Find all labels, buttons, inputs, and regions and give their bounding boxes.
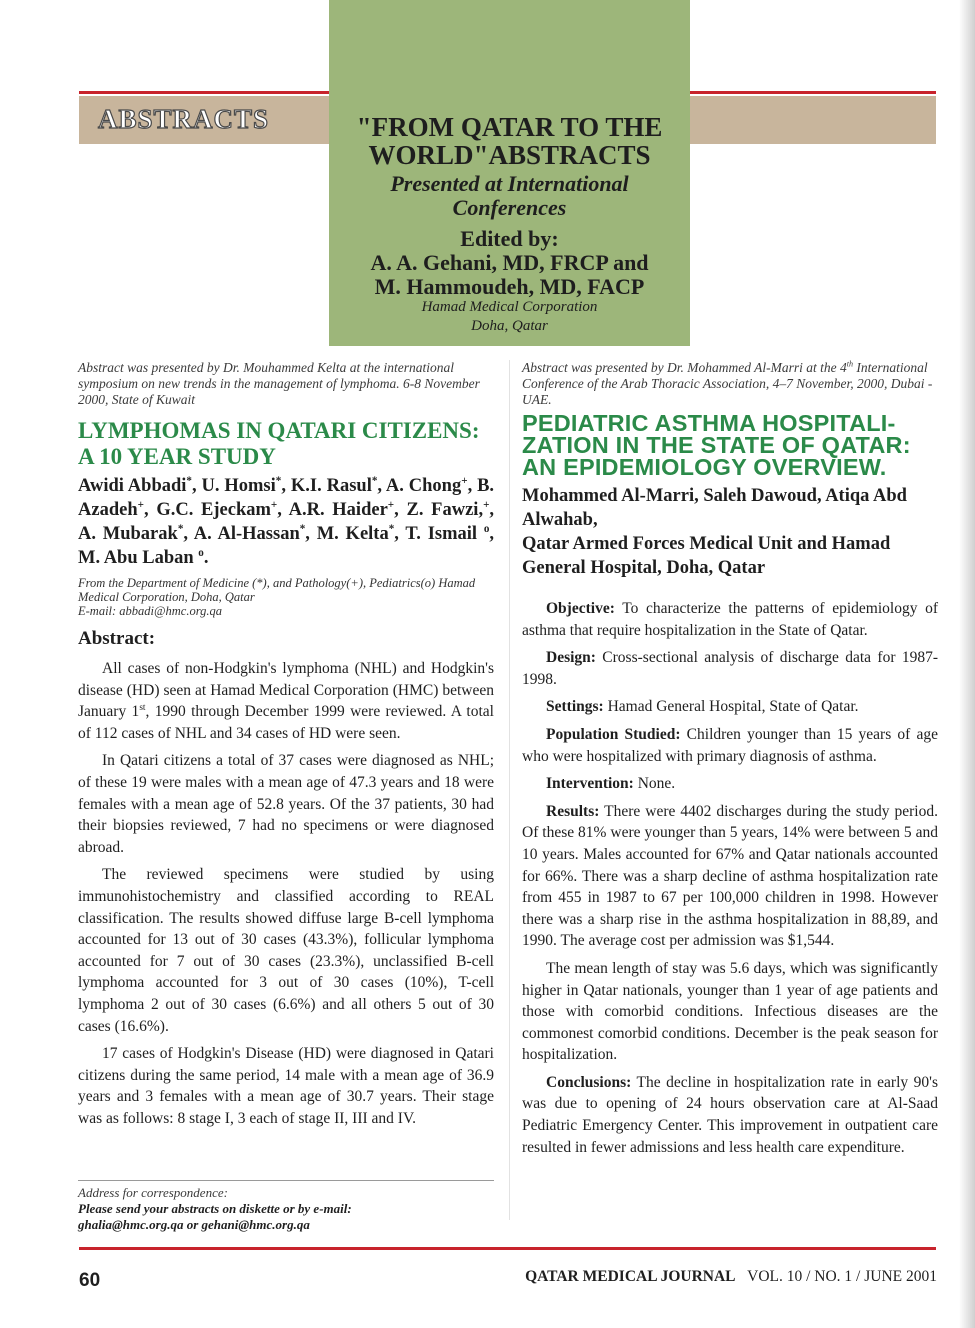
settings-paragraph <box>522 696 938 718</box>
right-pres-sup: th <box>846 359 854 369</box>
author-name: M. Kelta <box>316 524 389 544</box>
author-name: A. Chong <box>385 476 462 496</box>
author-separator: , <box>305 524 317 544</box>
author-name: Awidi Abbadi <box>78 476 187 496</box>
feature-title-line2: WORLD"ABSTRACTS <box>368 140 651 170</box>
author-mark: + <box>387 498 395 511</box>
author-name: T. Ismail <box>405 524 484 544</box>
author-mark: o <box>198 546 204 559</box>
left-paragraph-1 <box>78 658 494 744</box>
author-mark: * <box>371 474 378 487</box>
design-text: Cross-sectional analysis of discharge data for 1987-1998. <box>522 649 938 688</box>
feature-subtitle-line1: Presented at International <box>390 171 629 196</box>
population-label: Population Studied: <box>546 725 681 743</box>
correspondence-line1: Please send your abstracts on diskette or by e-mail: <box>78 1201 352 1216</box>
column-divider <box>509 360 510 1220</box>
author-separator: , <box>489 500 495 520</box>
journal-issue: VOL. 10 / NO. 1 / JUNE 2001 <box>747 1268 937 1285</box>
author-separator: , <box>281 476 291 496</box>
settings-label: Settings: <box>546 698 604 716</box>
population-paragraph <box>522 724 938 767</box>
author-mark: + <box>270 498 278 511</box>
page-number: 60 <box>79 1270 101 1291</box>
left-p1-a: All cases of non-Hodgkin's lymphoma (NHL) and Hodgkin's disease (HD) seen at Hamad Medical Corporation (HMC) between January 1 <box>78 660 494 721</box>
right-pres-a: Abstract was presented by Dr. Mohammed Al-Marri at the 4 <box>522 360 847 375</box>
author-name: K.I. Rasul <box>290 476 372 496</box>
author-mark: * <box>177 522 184 535</box>
objective-paragraph <box>522 598 938 641</box>
journal-footer <box>525 1268 937 1286</box>
author-name: G.C. Ejeckam <box>156 500 271 520</box>
results-paragraph-2: The mean length of stay was 5.6 days, which was significantly higher in Qatar nationals, younger than 1 year of age patients and those with comorbid conditions. Infectious diseases are the commonest comorbid conditions. December is the peak season for hospitalization. <box>522 959 938 1064</box>
editor-2: M. Hammoudeh, MD, FACP <box>374 274 645 299</box>
author-separator: , <box>489 524 495 544</box>
abstract-heading: Abstract: <box>78 628 156 649</box>
author-mark: + <box>137 498 144 511</box>
feature-title <box>329 113 690 169</box>
population-text: Children younger than 15 years of age who were hospitalized with primary diagnosis of asthma. <box>522 725 938 765</box>
feature-title-line1: "FROM QATAR TO THE <box>356 112 663 142</box>
conclusions-label: Conclusions: <box>546 1073 632 1091</box>
editor-1: A. A. Gehani, MD, FRCP and <box>370 250 649 275</box>
correspondence-rule <box>78 1180 494 1181</box>
author-mark: * <box>299 522 306 535</box>
footer-red-rule <box>79 1247 936 1250</box>
feature-subtitle <box>329 172 690 220</box>
left-article <box>78 360 494 1135</box>
conclusions-paragraph <box>522 1072 938 1158</box>
right-article <box>522 360 938 1164</box>
intervention-text: None. <box>633 775 676 793</box>
left-p1-b: , 1990 through December 1999 were reviewed. A total of 112 cases of NHL and 34 cases of HD were seen. <box>78 703 494 742</box>
left-presented-note: Abstract was presented by Dr. Mouhammed Kelta at the international symposium on new trends in the management of lymphoma. 6-8 November 2000, State of Kuwait <box>78 360 480 407</box>
author-mark: + <box>461 474 468 487</box>
author-name: A.R. Haider <box>288 500 388 520</box>
author-mark: * <box>186 474 192 487</box>
left-paragraph-4: 17 cases of Hodgkin's Disease (HD) were diagnosed in Qatari citizens during the same period, 14 male with a mean age of 36.9 years and 3 females with a mean age of 30.7 years. Their stage was as follows: 8 stage I, 3 each of stage II, III and IV. <box>78 1045 494 1127</box>
objective-text: To characterize the patterns of epidemiology of asthma that require hospitalization in the State of Qatar. <box>522 600 938 639</box>
author-mark: + <box>483 498 490 511</box>
left-article-title: LYMPHOMAS IN QATARI CITIZENS: A 10 YEAR STUDY <box>78 418 480 469</box>
left-authors <box>78 474 494 570</box>
author-separator: , <box>191 476 202 496</box>
header-band-right <box>690 96 936 144</box>
author-separator: , <box>277 500 289 520</box>
page-edge-shadow <box>959 0 975 1328</box>
title-box <box>329 0 690 346</box>
author-name: M. Abu Laban <box>78 548 199 568</box>
intervention-paragraph <box>522 773 938 795</box>
design-paragraph <box>522 647 938 690</box>
left-p1-sup: st <box>139 703 146 714</box>
edited-by-label: Edited by: <box>460 226 559 251</box>
author-name: A. Mubarak <box>78 524 178 544</box>
header-red-rule-left <box>79 91 329 94</box>
left-paragraph-3: The reviewed specimens were studied by using immunohistochemistry and classified according to REAL classification. The results showed diffuse large B-cell lymphoma accounted for 13 out of 30 cases (43.3%), follicular lymphoma accounted for 7 out of 30 cases (23.3%), unclassified B-cell lymphoma accounted for 3 out of 30 cases (10%), T-cell lymphoma 2 out of 30 cases (6.6%) and all others 5 out of 30 cases (16.6%). <box>78 866 494 1035</box>
author-separator: , <box>394 500 407 520</box>
settings-text: Hamad General Hospital, State of Qatar. <box>603 698 859 716</box>
author-separator: , <box>467 476 478 496</box>
correspondence-block <box>78 1185 494 1233</box>
results-label: Results: <box>546 802 600 820</box>
correspondence-label: Address for correspondence: <box>78 1185 228 1200</box>
org-line1: Hamad Medical Corporation <box>421 299 598 315</box>
intervention-label: Intervention: <box>546 775 634 793</box>
feature-subtitle-line2: Conferences <box>452 195 567 220</box>
author-separator: , <box>394 524 406 544</box>
conclusions-text: The decline in hospitalization rate in early 90's was due to opening of 24 hours observation care at Al-Saad Pediatric Emergency Center. This improvement in outpatient care resulted in fewer admissions and less health care expenditure. <box>522 1073 938 1156</box>
author-mark: * <box>275 474 282 487</box>
author-mark: o <box>483 522 490 535</box>
right-article-title: PEDIATRIC ASTHMA HOSPITALI-ZATION IN THE STATE OF QATAR: AN EPIDEMIOLOGY OVERVIEW. <box>522 410 911 480</box>
right-authors: Mohammed Al-Marri, Saleh Dawoud, Atiqa Abd Alwahab, <box>522 486 907 530</box>
editor-organization <box>329 298 690 336</box>
org-line2: Doha, Qatar <box>471 318 548 334</box>
journal-name: QATAR MEDICAL JOURNAL <box>525 1268 736 1285</box>
author-name: A. Al-Hassan <box>193 524 300 544</box>
right-presented-note <box>522 360 938 408</box>
section-label: ABSTRACTS <box>98 104 270 134</box>
results-text: There were 4402 discharges during the study period. Of these 81% were younger than 5 years, 14% were between 5 and 10 years. Males accounted for 67% and Qatar nationals accounted for 66%. There was a sharp decline of asthma hospitalization rate from 455 in 1987 to 67 per 100,000 children in 1998. However there was a sharp rise in the asthma hospitalization in 88,89, and 1990. The average cost per admission was $1,544. <box>522 802 938 950</box>
design-label: Design: <box>546 649 596 667</box>
author-name: B. Azadeh <box>78 476 495 520</box>
author-name: Z. Fawzi, <box>406 500 484 520</box>
author-separator: , <box>377 476 386 496</box>
left-paragraph-2: In Qatari citizens a total of 37 cases were diagnosed as NHL; of these 19 were males with a mean age of 47.3 years and 18 were females with a mean age of 52.8 years. Of the 37 patients, 30 had their biopsies reviewed, 7 had no specimens or were diagnosed abroad. <box>78 752 494 856</box>
left-affiliation-text: From the Department of Medicine (*), and Pathology(+), Pediatrics(o) Hamad Medical Corporation, Doha, Qatar <box>78 576 476 604</box>
header-red-rule-right <box>690 91 936 94</box>
results-paragraph <box>522 801 938 952</box>
left-email[interactable]: E-mail: abbadi@hmc.org.qa <box>78 604 223 618</box>
right-institution: Qatar Armed Forces Medical Unit and Hamad General Hospital, Doha, Qatar <box>522 534 891 578</box>
right-pres-b: International Conference of the Arab Thoracic Association, 4–7 November, 2000, Dubai - UAE. <box>522 360 933 407</box>
author-separator: , <box>183 524 194 544</box>
author-separator: . <box>203 548 209 568</box>
editors <box>329 227 690 299</box>
left-affiliation <box>78 576 494 618</box>
correspondence-emails[interactable]: ghalia@hmc.org.qa or gehani@hmc.org.qa <box>78 1217 310 1232</box>
author-name: U. Homsi <box>201 476 276 496</box>
objective-label: Objective: <box>546 600 615 617</box>
author-mark: * <box>388 522 395 535</box>
author-separator: , <box>143 500 157 520</box>
